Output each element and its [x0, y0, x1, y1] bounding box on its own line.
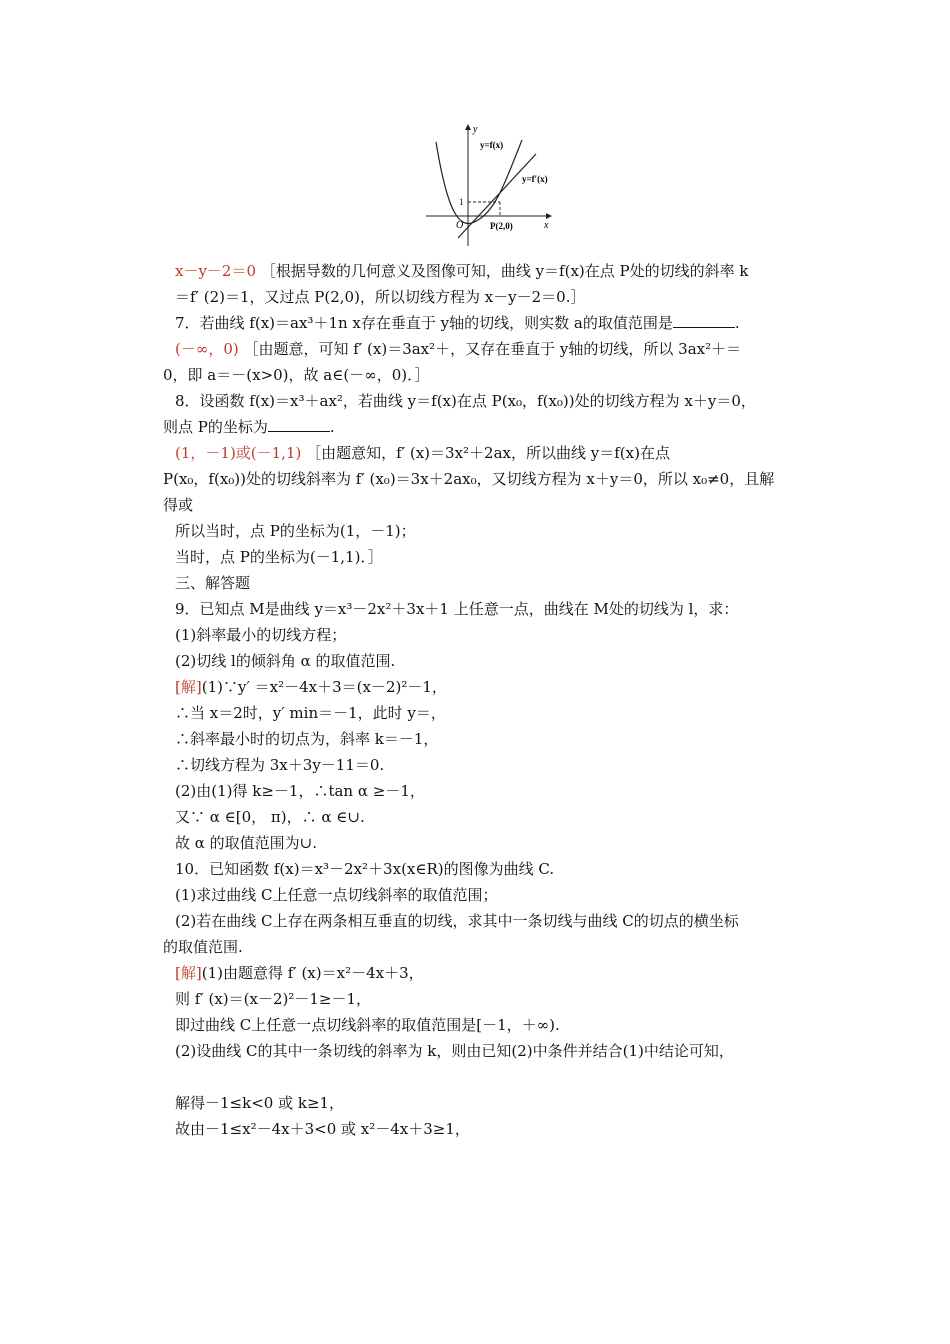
solution-9-line5 — [175, 778, 815, 804]
question-10-part2 — [175, 908, 815, 934]
x-axis-arrow — [546, 213, 552, 219]
point-p-label: P(2,0) — [490, 221, 513, 231]
solution-10-text1: (1)由题意得 f′ (x)＝x²－4x＋3， — [201, 964, 424, 982]
solution-9-text1: (1)∵y′ ＝x²－4x＋3＝(x－2)²－1， — [201, 678, 447, 696]
curve-f — [436, 140, 522, 224]
question-9-part2 — [175, 648, 815, 674]
line-1 — [175, 258, 815, 284]
solution-9-text2: ∴当 x＝2时，y′ min＝－1，此时 y＝， — [175, 704, 446, 722]
question-10-part1 — [175, 882, 815, 908]
solution-10-line6 — [175, 1116, 815, 1142]
section-heading — [175, 570, 815, 596]
solution-10-line5 — [175, 1090, 815, 1116]
line-12 — [175, 544, 815, 570]
solution-9-text4: ∴切线方程为 3x＋3y－11＝0. — [175, 756, 385, 774]
question-7 — [175, 310, 815, 336]
y-axis-arrow — [465, 124, 471, 130]
solution-9-line4 — [175, 752, 815, 778]
explanation-8-cont: P(x₀，f(x₀))处的切线斜率为 f′ (x₀)＝3x＋2ax₀，又切线方程为 x＋y＝0，所以 x₀≠0，且解 — [163, 470, 775, 488]
question-8-cont — [163, 414, 815, 440]
solution-10-text3: 即过曲线 C上任意一点切线斜率的取值范围是[－1，＋∞). — [175, 1016, 560, 1034]
solution-10-tag: [解] — [175, 964, 202, 982]
answer-blank-7 — [673, 313, 735, 328]
answer-6: x－y－2＝0 — [175, 262, 257, 280]
question-9-part1 — [175, 622, 815, 648]
explanation-6-cont: ＝f′ (2)＝1，又过点 P(2,0)，所以切线方程为 x－y－2＝0.］ — [175, 288, 586, 306]
explanation-7-cont: 0，即 a＝－(x>0)，故 a∈(－∞，0)．］ — [163, 366, 430, 384]
question-10-part2-text: (2)若在曲线 C上存在两条相互垂直的切线，求其中一条切线与曲线 C的切点的横坐标 — [175, 912, 739, 930]
line-10 — [163, 492, 815, 518]
answer-blank-8 — [268, 417, 330, 432]
explanation-8-cont2: 得或 — [163, 496, 194, 514]
solution-10-line1 — [175, 960, 815, 986]
line-2 — [175, 284, 815, 310]
solution-9-text7: 故 α 的取值范围为∪. — [175, 834, 318, 852]
solution-10-line4 — [175, 1038, 815, 1064]
line-9 — [163, 466, 815, 492]
question-10-part2-text-cont: 的取值范围. — [163, 938, 243, 956]
question-8 — [175, 388, 815, 414]
line-8 — [175, 440, 815, 466]
question-9-part2-text: (2)切线 l的倾斜角 α 的取值范围. — [175, 652, 396, 670]
line-5 — [163, 362, 815, 388]
solution-9-line6 — [175, 804, 815, 830]
function-graph-figure — [418, 120, 568, 250]
solution-9-text6: 又∵ α ∈[0， π)，∴ α ∈∪. — [175, 808, 365, 826]
origin-label: O — [456, 220, 464, 231]
y-axis-label: y — [473, 124, 478, 135]
solution-9-text3: ∴斜率最小时的切点为，斜率 k＝－1， — [175, 730, 439, 748]
line-4 — [175, 336, 815, 362]
solution-10-line2 — [175, 986, 815, 1012]
question-8-period: . — [329, 418, 335, 436]
x-axis-label: x — [544, 220, 549, 231]
explanation-6: ［根据导数的几何意义及图像可知，曲线 y＝f(x)在点 P处的切线的斜率 k — [260, 262, 749, 280]
line-f-prime-label: y=f′(x) — [522, 174, 548, 184]
solution-9-line1 — [175, 674, 815, 700]
solution-9-text5: (2)由(1)得 k≥－1，∴tan α ≥－1， — [175, 782, 425, 800]
question-10 — [175, 856, 815, 882]
solution-9-line3 — [175, 726, 815, 752]
section-title: 三、解答题 — [175, 574, 251, 592]
answer-8: (1，－1)或(－1,1) — [175, 444, 302, 462]
solution-10-line3 — [175, 1012, 815, 1038]
explanation-8: ［由题意知，f′ (x)＝3x²＋2ax，所以曲线 y＝f(x)在点 — [306, 444, 670, 462]
solution-10-text6: 故由－1≤x²－4x＋3<0 或 x²－4x＋3≥1， — [175, 1120, 470, 1138]
question-7-period: . — [734, 314, 740, 332]
blank-spacer — [175, 1064, 815, 1090]
document-text — [163, 258, 815, 1142]
question-10-part2-cont — [163, 934, 815, 960]
question-8-text: 8．设函数 f(x)＝x³＋ax²，若曲线 y＝f(x)在点 P(x₀，f(x₀))处的切线方程为 x＋y＝0， — [175, 392, 756, 410]
solution-10-text2: 则 f′ (x)＝(x－2)²－1≥－1， — [175, 990, 372, 1008]
question-9 — [175, 596, 815, 622]
solution-9-line7 — [175, 830, 815, 856]
question-7-text: 7．若曲线 f(x)＝ax³＋1n x存在垂直于 y轴的切线，则实数 a的取值范围是 — [175, 314, 673, 332]
question-10-text: 10．已知函数 f(x)＝x³－2x²＋3x(x∈R)的图像为曲线 C. — [175, 860, 555, 878]
curve-f-label: y=f(x) — [480, 140, 504, 150]
tick-label-1: 1 — [459, 197, 464, 207]
line-11 — [175, 518, 815, 544]
solution-9-tag: [解] — [175, 678, 202, 696]
solution-10-text5: 解得－1≤k<0 或 k≥1， — [175, 1094, 345, 1112]
explanation-8-case2: 当时，点 P的坐标为(－1,1)．］ — [175, 548, 383, 566]
question-10-part1-text: (1)求过曲线 C上任意一点切线斜率的取值范围； — [175, 886, 498, 904]
explanation-8-case1: 所以当时，点 P的坐标为(1，－1)； — [175, 522, 416, 540]
explanation-7: ［由题意，可知 f′ (x)＝3ax²＋，又存在垂直于 y轴的切线，所以 3ax²＋＝ — [243, 340, 742, 358]
question-9-part1-text: (1)斜率最小的切线方程； — [175, 626, 347, 644]
question-8-text-cont: 则点 P的坐标为 — [163, 418, 268, 436]
question-9-text: 9．已知点 M是曲线 y＝x³－2x²＋3x＋1 上任意一点，曲线在 M处的切线为 l，求： — [175, 600, 739, 618]
answer-7: (－∞，0) — [175, 340, 239, 358]
solution-10-text4: (2)设曲线 C的其中一条切线的斜率为 k，则由已知(2)中条件并结合(1)中结论可知， — [175, 1042, 734, 1060]
solution-9-line2 — [175, 700, 815, 726]
